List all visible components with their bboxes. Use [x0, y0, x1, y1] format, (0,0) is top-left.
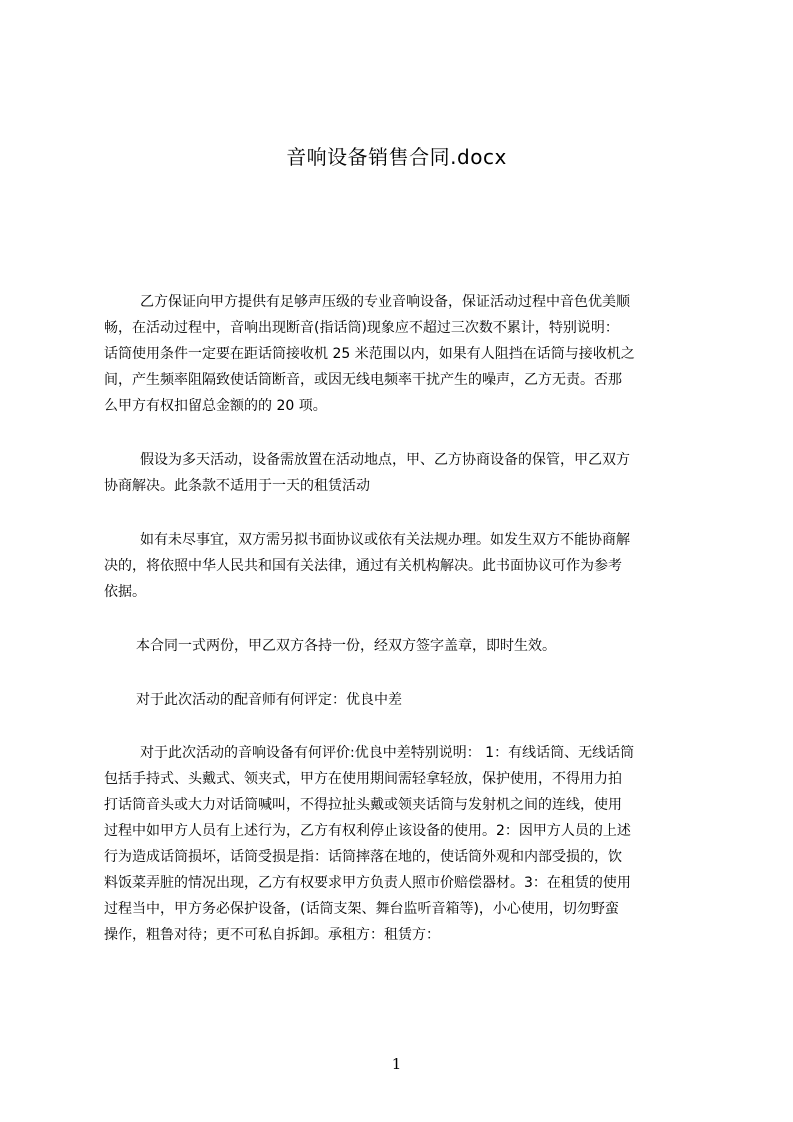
paragraph-equipment-rating [104, 740, 700, 948]
paragraph-line: 间，产生频率阻隔致使话筒断音，或因无线电频率干扰产生的噪声，乙方无责。否那 [104, 372, 622, 388]
paragraph-voice-rating [104, 687, 700, 713]
document-title: 音响设备销售合同.docx [286, 145, 507, 169]
paragraph-line: 对于此次活动的音响设备有何评价:优良中差特别说明： 1：有线话筒、无线话筒 [140, 745, 635, 761]
paragraph-line: 过程中如甲方人员有上述行为，乙方有权利停止该设备的使用。2：因甲方人员的上述 [104, 823, 631, 839]
paragraph-line: 对于此次活动的配音师有何评定：优良中差 [136, 692, 402, 708]
page-number: 1 [391, 1055, 402, 1073]
paragraph-line: 话筒使用条件一定要在距话筒接收机 25 米范围以内，如果有人阻挡在话筒与接收机之 [104, 346, 635, 362]
paragraph-line: 决的，将依照中华人民共和国有关法律，通过有关机构解决。此书面协议可作为参考 [104, 558, 622, 574]
paragraph-line: 畅，在活动过程中，音响出现断音(指话筒)现象应不超过三次数不累计，特别说明： [104, 320, 619, 336]
paragraph-guarantee [104, 289, 700, 419]
paragraph-line: 包括手持式、头戴式、领夹式，甲方在使用期间需轻拿轻放，保护使用，不得用力拍 [104, 771, 622, 787]
paragraph-line: 打话筒音头或大力对话筒喊叫，不得拉扯头戴或领夹话筒与发射机之间的连线，使用 [104, 797, 622, 813]
paragraph-multiday [104, 447, 700, 499]
paragraph-line: 过程当中，甲方务必保护设备，(话筒支架、舞台监听音箱等)，小心使用，切勿野蛮 [104, 901, 619, 917]
paragraph-line: 假设为多天活动，设备需放置在活动地点，甲、乙方协商设备的保管，甲乙双方 [140, 452, 630, 468]
paragraph-line: 操作，粗鲁对待；更不可私自拆卸。承租方：租赁方： [104, 927, 440, 943]
paragraph-line: 如有未尽事宜，双方需另拟书面协议或依有关法规办理。如发生双方不能协商解 [140, 532, 630, 548]
paragraph-unresolved-matters [104, 527, 700, 605]
paragraph-line: 么甲方有权扣留总金额的的 20 项。 [104, 398, 327, 414]
paragraph-line: 料饭菜弄脏的情况出现，乙方有权要求甲方负责人照市价赔偿器材。3：在租赁的使用 [104, 875, 631, 891]
paragraph-copies [104, 633, 700, 659]
paragraph-line: 本合同一式两份，甲乙双方各持一份，经双方签字盖章，即时生效。 [136, 638, 556, 654]
paragraph-line: 行为造成话筒损坏，话筒受损是指：话筒摔落在地的，使话筒外观和内部受损的，饮 [104, 849, 622, 865]
paragraph-line: 依据。 [104, 584, 146, 600]
paragraph-line: 乙方保证向甲方提供有足够声压级的专业音响设备，保证活动过程中音色优美顺 [140, 294, 630, 310]
paragraph-line: 协商解决。此条款不适用于一天的租赁活动 [104, 478, 370, 494]
